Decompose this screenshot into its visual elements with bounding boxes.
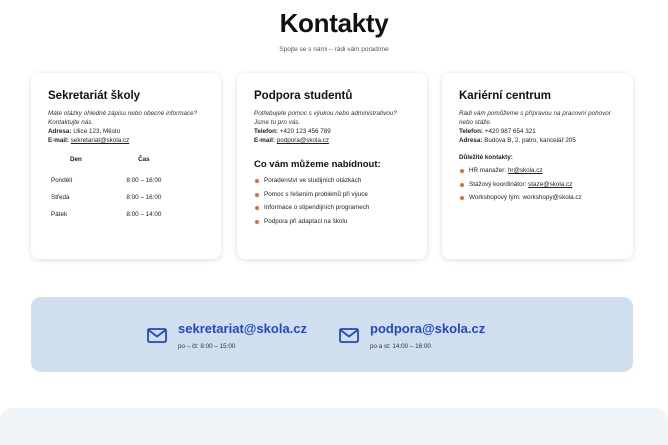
table-row: [48, 189, 184, 206]
email-link[interactable]: sekretariat@skola.cz: [70, 137, 130, 144]
address-value: Budova B, 2. patro, kancelář 205: [484, 137, 576, 144]
contacts-list: [459, 164, 616, 205]
table-row: [48, 206, 184, 223]
address-line: [459, 136, 616, 145]
banner-email-link[interactable]: sekretariat@skola.cz: [178, 321, 308, 336]
mail-icon: [339, 328, 359, 343]
table-header-day: Den: [69, 156, 82, 163]
card-intro: Máte otázky ohledně zápisu nebo obecné informace? Kontaktujte nás.: [48, 110, 198, 126]
office-hours-table: [48, 153, 184, 223]
card-title: Kariérní centrum: [459, 90, 552, 102]
card-intro: Potřebujete pomoc s výukou nebo administrativou? Jsme tu pro vás.: [254, 110, 397, 126]
contact-banner: [31, 297, 633, 372]
list-item: [459, 178, 616, 192]
card-title: Podpora studentů: [254, 90, 353, 102]
mail-icon: [147, 328, 167, 343]
phone-label: Telefon:: [459, 128, 484, 135]
offer-title: Co vám můžeme nabídnout:: [254, 159, 381, 170]
offer-list: [254, 174, 410, 228]
banner-hours: po a st: 14:00 – 16:00: [370, 343, 431, 350]
phone-value: +420 123 456 789: [279, 128, 331, 135]
address-label: Adresa:: [459, 137, 483, 144]
list-item: Poradenství ve studijních otázkách: [254, 174, 410, 188]
phone-line: [459, 127, 616, 136]
table-row: [48, 172, 184, 189]
contact-email-link[interactable]: staze@skola.cz: [528, 180, 573, 188]
contact-email-text: workshopy@skola.cz: [522, 194, 582, 201]
table-cell-time: 8:00 – 16:00: [126, 194, 162, 201]
bottom-section: [0, 408, 668, 445]
table-cell-day: Pátek: [51, 211, 68, 218]
list-item: [459, 191, 616, 205]
contact-label: Workshopový tým:: [469, 194, 521, 201]
banner-hours: po – čt: 8:00 – 15:00: [178, 343, 236, 350]
table-header-time: Čas: [138, 156, 150, 163]
list-item: Informace o stipendijních programech: [254, 201, 410, 215]
list-item: [459, 164, 616, 178]
email-line: [254, 136, 410, 145]
page-subtitle: Spojte se s námi – rádi vám poradíme: [279, 46, 389, 53]
email-label: E-mail:: [48, 137, 69, 144]
email-link[interactable]: podpora@skola.cz: [276, 137, 329, 144]
page-title: Kontakty: [279, 8, 389, 38]
list-item: Pomoc s řešením problémů při výuce: [254, 188, 410, 202]
card-intro: Rádi vám pomůžeme s přípravou na pracovní pohovor nebo stáže.: [459, 110, 611, 126]
table-cell-day: Pondělí: [51, 177, 73, 184]
banner-email-link[interactable]: podpora@skola.cz: [370, 321, 486, 336]
phone-label: Telefon:: [254, 128, 279, 135]
card-karierni-centrum: [442, 73, 633, 259]
contact-label: Stážový koordinátor:: [469, 180, 527, 188]
table-cell-day: Středa: [51, 194, 70, 201]
card-sekretariat: [31, 73, 221, 259]
address-label: Adresa:: [48, 128, 72, 135]
contact-email-link[interactable]: hr@skola.cz: [507, 167, 543, 174]
phone-line: [254, 127, 410, 136]
list-item: Podpora při adaptaci na školu: [254, 215, 410, 229]
table-header-row: [48, 153, 184, 172]
contacts-title: Důležité kontakty:: [459, 154, 513, 161]
phone-value: +420 987 654 321: [484, 128, 536, 135]
table-cell-time: 8:00 – 16:00: [126, 177, 162, 184]
contact-label: HR manažer:: [469, 167, 507, 174]
address-line: [48, 127, 204, 136]
email-label: E-mail:: [254, 137, 275, 144]
address-value: Ulice 123, Město: [73, 128, 121, 135]
email-line: [48, 136, 204, 145]
card-podpora: [237, 73, 427, 259]
card-title: Sekretariát školy: [48, 90, 141, 102]
table-cell-time: 8:00 – 14:00: [126, 211, 162, 218]
